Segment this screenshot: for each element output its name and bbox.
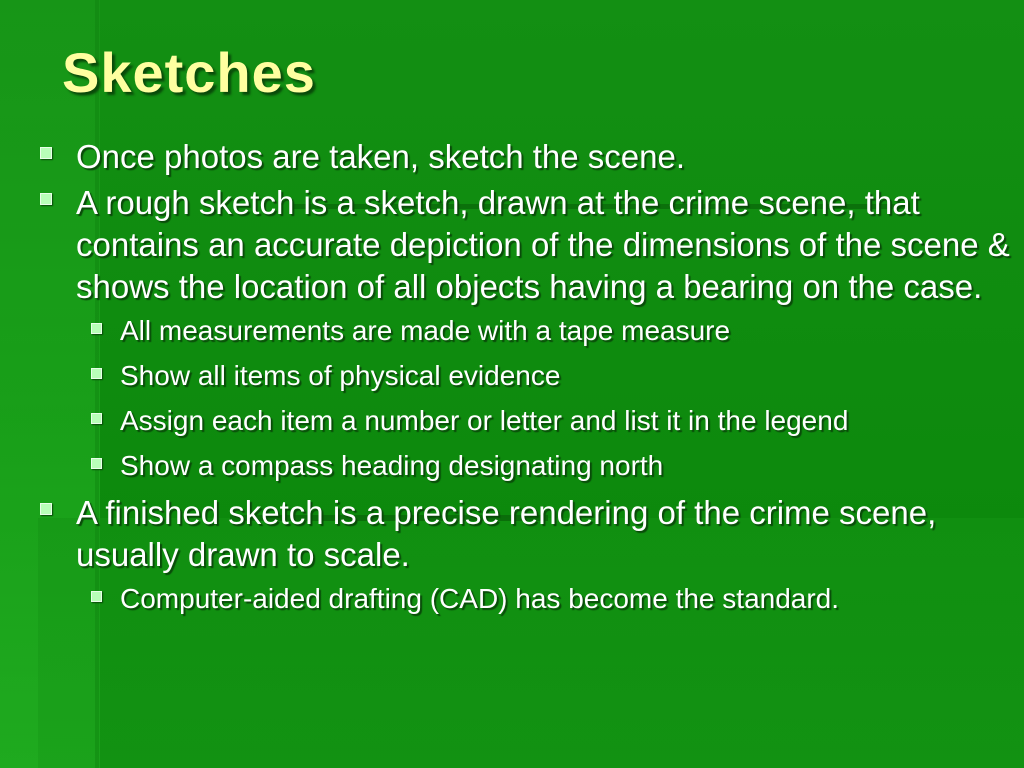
sub-bullet-item	[38, 447, 1018, 485]
slide-title: Sketches	[62, 41, 316, 104]
square-bullet-icon	[40, 147, 52, 159]
sub-bullet-item	[38, 402, 1018, 440]
sub-bullet-text: Assign each item a number or letter and list it in the legend	[120, 405, 849, 436]
bullet-text: Once photos are taken, sketch the scene.	[76, 138, 686, 175]
bullet-item	[38, 492, 1018, 576]
square-bullet-icon	[40, 193, 52, 205]
sub-bullet-item	[38, 312, 1018, 350]
square-bullet-icon	[91, 368, 102, 379]
sub-bullet-text: All measurements are made with a tape measure	[120, 315, 731, 346]
square-bullet-icon	[91, 591, 102, 602]
square-bullet-icon	[91, 413, 102, 424]
bullet-text: A finished sketch is a precise rendering of the crime scene, usually drawn to scale.	[76, 494, 937, 573]
bullet-item	[38, 182, 1018, 308]
bullet-text: A rough sketch is a sketch, drawn at the crime scene, that contains an accurate depiction of the dimensions of the scene & shows the location of all objects having a bearing on the case.	[76, 184, 1010, 305]
sub-bullet-text: Computer-aided drafting (CAD) has become the standard.	[120, 583, 840, 614]
square-bullet-icon	[40, 503, 52, 515]
bullet-list	[38, 136, 1018, 625]
square-bullet-icon	[91, 323, 102, 334]
sub-bullet-item	[38, 580, 1018, 618]
sub-bullet-item	[38, 357, 1018, 395]
sub-bullet-text: Show a compass heading designating north	[120, 450, 664, 481]
sub-bullet-text: Show all items of physical evidence	[120, 360, 561, 391]
bullet-item	[38, 136, 1018, 178]
square-bullet-icon	[91, 458, 102, 469]
